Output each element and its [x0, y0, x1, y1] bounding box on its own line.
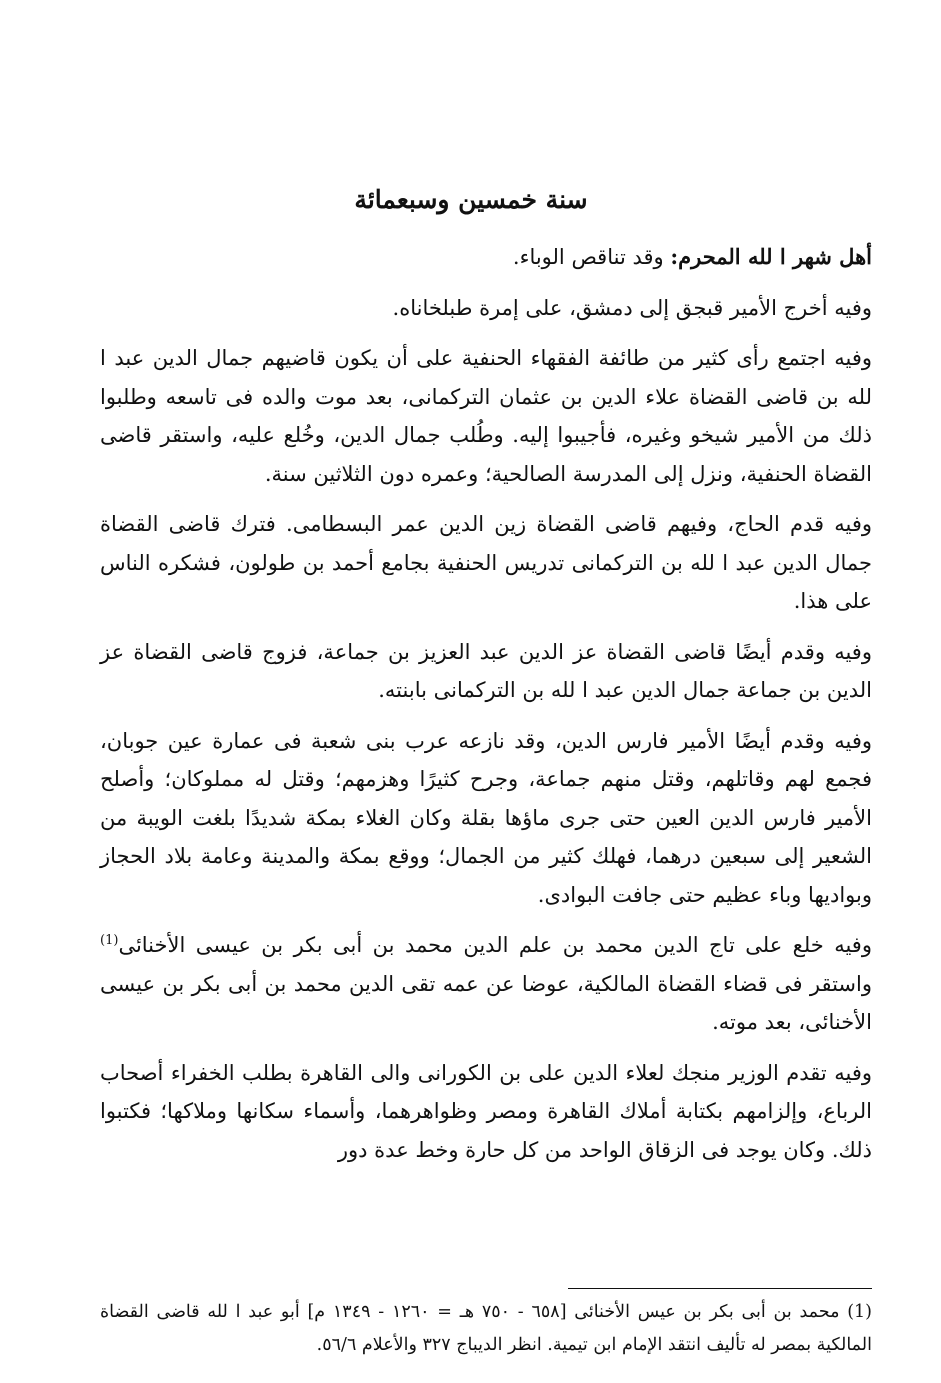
footnote-reference[interactable]: (1): [100, 933, 119, 948]
paragraph-text: وفيه قدم الحاج، وفيهم قاضى القضاة زين الدين عمر البسطامى. فترك قاضى القضاة جمال الدين عبد ا لله بن التركمانى تدريس الحنفية بجامع أحمد بن طولون، فشكره الناس على هذا.: [100, 512, 872, 613]
paragraph-6: [100, 722, 872, 915]
paragraph-3: [100, 339, 872, 493]
paragraph-8: [100, 1054, 872, 1170]
paragraph-text: وفيه تقدم الوزير منجك لعلاء الدين على بن الكورانى والى القاهرة بطلب الخفراء أصحاب الرباع، وإلزامهم بكتابة أملاك القاهرة ومصر وظواهرهما، وأسماء سكانها وملاكها؛ فكتبوا ذلك. وكان يوجد فى الزقاق الواحد من كل حارة وخط عدة دور: [100, 1060, 872, 1162]
paragraph-lead: أهل شهر ا لله المحرم:: [670, 244, 872, 269]
page-body: [100, 180, 872, 1181]
page-title: سنة خمسين وسبعمائة: [354, 185, 588, 214]
paragraph-text: وقد تناقص الوباء.: [512, 245, 664, 269]
paragraph-7: [100, 926, 872, 1042]
paragraph-text: وفيه وقدم أيضًا قاضى القضاة عز الدين عبد العزيز بن جماعة، فزوج قاضى القضاة عز الدين بن جماعة جمال الدين عبد ا لله بن التركمانى بابنته.: [100, 639, 872, 702]
paragraph-text: وفيه خلع على تاج الدين محمد بن علم الدين محمد بن أبى بكر بن عيسى الأخنائى: [118, 933, 872, 957]
paragraph-2: [100, 289, 872, 328]
paragraph-5: [100, 633, 872, 710]
footnote-divider: [568, 1288, 872, 1289]
footnote: [100, 1296, 872, 1362]
paragraph-text: واستقر فى قضاء القضاة المالكية، عوضا عن عمه تقى الدين محمد بن أبى بكر بن عيسى الأخنائى، بعد موته.: [100, 971, 872, 1034]
paragraph-4: [100, 505, 872, 621]
paragraph-1: [100, 238, 872, 277]
paragraph-text: وفيه وقدم أيضًا الأمير فارس الدين، وقد نازعه عرب بنى شعبة فى عمارة عين جوبان، فجمع لهم وقاتلهم، وقتل منهم جماعة، وجرح كثيرًا وهزمهم؛ وقتل له مملوكان؛ وأصلح الأمير فارس الدين العين حتى جرى ماؤها بقلة وكان الغلاء بمكة شديدًا بلغت الويبة من الشعير إلى سبعين درهما، فهلك كثير من الجمال؛ ووقع بمكة والمدينة وعامة بلاد الحجاز وبواديها وباء عظيم حتى جافت البوادى.: [100, 728, 872, 907]
footnote-text: (1) محمد بن أبى بكر بن عيس الأخنائى [٦٥٨ - ٧٥٠ هـ = ١٢٦٠ - ١٣٤٩ م] أبو عبد ا لله قاضى القضاة المالكية بمصر له تأليف انتقد الإمام ابن تيمية. انظر الديباج ٣٢٧ والأعلام ٥٦/٦.: [100, 1302, 872, 1355]
paragraph-text: وفيه اجتمع رأى كثير من طائفة الفقهاء الحنفية على أن يكون قاضيهم جمال الدين عبد ا لله بن قاضى القضاة علاء الدين بن عثمان التركمانى، بعد موت والده فى تاسعه وطلبوا ذلك من الأمير شيخو وغيره، فأجيبوا إليه. وطُلب جمال الدين، وخُلع عليه، واستقر قاضى القضاة الحنفية، ونزل إلى المدرسة الصالحية؛ وعمره دون الثلاثين سنة.: [100, 346, 872, 486]
paragraph-text: وفيه أخرج الأمير قبجق إلى دمشق، على إمرة طبلخاناه.: [392, 295, 872, 320]
